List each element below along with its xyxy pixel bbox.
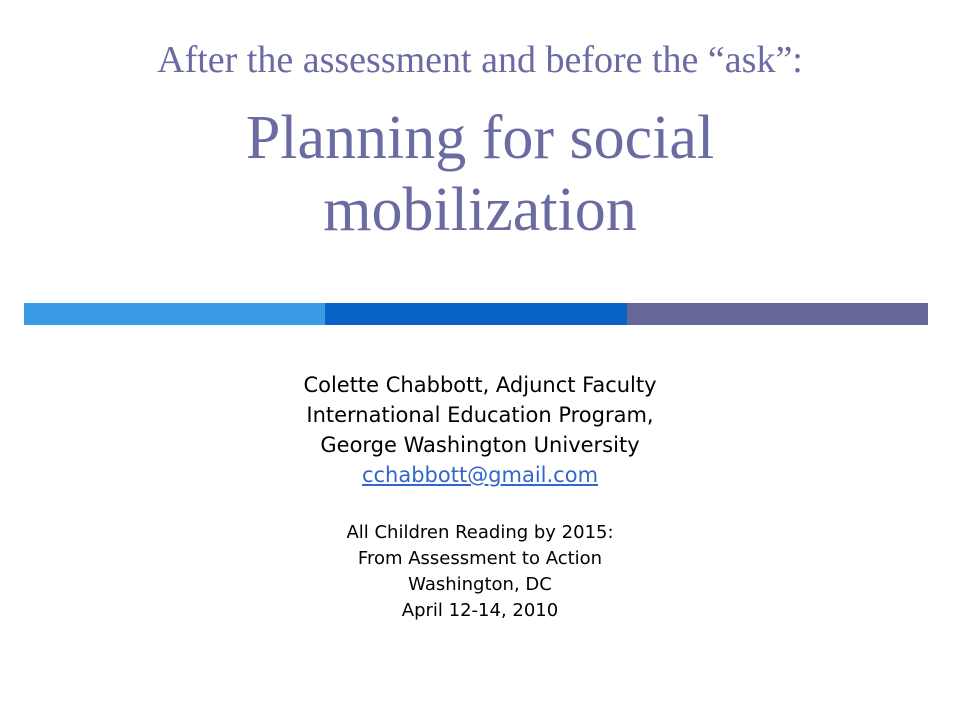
event-title: All Children Reading by 2015: — [346, 522, 614, 543]
slide-title-main-line-2: mobilization — [323, 176, 637, 244]
color-bar-segment-2 — [325, 303, 626, 325]
event-dates: April 12-14, 2010 — [401, 600, 559, 621]
author-program: International Education Program, — [306, 403, 654, 427]
spacer — [0, 490, 960, 520]
event-location: Washington, DC — [408, 574, 552, 595]
author-email-link[interactable]: cchabbott@gmail.com — [361, 463, 599, 487]
slide-title-main-line-1: Planning for social — [245, 104, 715, 172]
color-bar-segment-1 — [24, 303, 325, 325]
slide-title-intro: After the assessment and before the “ask”: — [157, 39, 803, 81]
author-name: Colette Chabbott, Adjunct Faculty — [303, 373, 657, 397]
author-university: George Washington University — [320, 433, 640, 457]
color-bar-segment-3 — [627, 303, 928, 325]
decorative-color-bar — [24, 303, 928, 325]
event-subtitle: From Assessment to Action — [357, 548, 603, 569]
slide-title-main — [0, 102, 960, 246]
presenter-info — [0, 370, 960, 624]
